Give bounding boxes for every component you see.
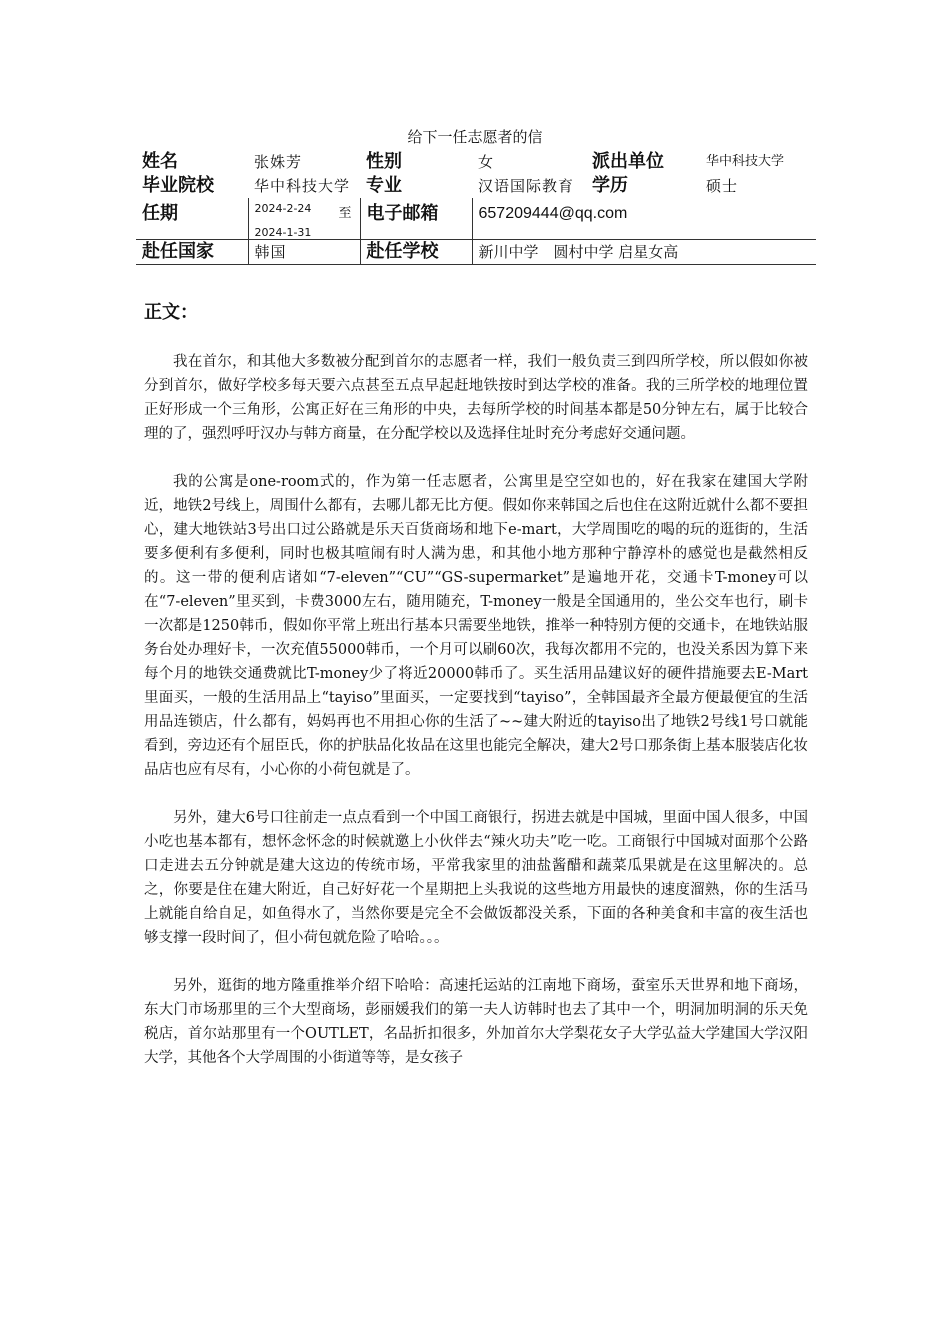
school-value: 华中科技大学: [254, 177, 351, 195]
paragraph: 我在首尔，和其他大多数被分配到首尔的志愿者一样，我们一般负责三到四所学校，所以假如你被分到首尔，做好学校多每天要六点甚至五点早起赶地铁按时到达学校的准备。我的三所学校的地理位置正好形成一个三角形，公寓正好在三角形的中央，去每所学校的时间基本都是50分钟左右，属于比较合理的了，强烈呼吁汉办与韩方商量，在分配学校以及选择住址时充分考虑好交通问题。: [144, 354, 808, 442]
country-value: 韩国: [248, 240, 360, 265]
dispatch-value: 华中科技大学: [706, 154, 785, 169]
degree-label: 学历: [592, 175, 628, 196]
info-row-term: [136, 198, 816, 240]
body-heading: 正文：: [144, 302, 198, 323]
paragraph: 另外，建大6号口往前走一点点看到一个中国工商银行，拐进去就是中国城，里面中国人很多，中国小吃也基本都有，想怀念怀念的时候就邀上小伙伴去“辣火功夫”吃一吃。工商银行中国城对面那个公路口走进去五分钟就是建大这边的传统市场，平常我家里的油盐酱醋和蔬菜瓜果就是在这里解决的。总之，你要是住在建大附近，自己好好花一个星期把上头我说的这些地方用最快的速度溜熟，你的生活马上就能自给自足，如鱼得水了，当然你要是完全不会做饭都没关系，下面的各种美食和丰富的夜生活也够支撑一段时间了，但小荷包就危险了哈哈。。。: [144, 810, 808, 946]
name-label: 姓名: [142, 151, 178, 172]
term-value: [248, 198, 360, 240]
paragraph: 我的公寓是one-room式的，作为第一任志愿者，公寓里是空空如也的，好在我家在建国大学附近，地铁2号线上，周围什么都有，去哪儿都无比方便。假如你来韩国之后也住在这附近就什么都不要担心，建大地铁站3号出口过公路就是乐天百货商场和地下e-mart，大学周围吃的喝的玩的逛街的，生活要多便利有多便利，同时也极其喧闹有时人满为患，和其他小地方那种宁静淳朴的感觉也是截然相反的。这一带的便利店诸如“7-eleven”“CU”“GS-supermarket”是遍地开花，交通卡T-money可以在“7-eleven”里买到，卡费3000左右，随用随充，T-money一般是全国通用的，坐公交车也行，刷卡一次都是1250韩币，假如你平常上班出行基本只需要坐地铁，推举一种特别方便的交通卡，在地铁站服务台处办理好卡，一次充值55000韩币，一个月可以刷60次，我每次都用不完的，也没关系因为算下来每个月的地铁交通费就比T-money少了将近20000韩币了。买生活用品建议好的硬件措施要去E-Mart里面买，一般的生活用品上“tayiso”里面买，一定要找到“tayiso”，全韩国最齐全最方便最便宜的生活用品连锁店，什么都有，妈妈再也不用担心你的生活了~~建大附近的tayiso出了地铁2号线1号口就能看到，旁边还有个屈臣氏，你的护肤品化妆品在这里也能完全解决，建大2号口那条街上基本服装店化妆品店也应有尽有，小心你的小荷包就是了。: [144, 474, 808, 778]
document-title: 给下一任志愿者的信: [407, 128, 543, 146]
gender-value: 女: [478, 153, 495, 171]
school-label: 毕业院校: [142, 175, 214, 196]
email-label: 电子邮箱: [360, 198, 472, 240]
country-label: 赴任国家: [136, 240, 248, 265]
term-end: 2024-1-31: [254, 226, 312, 239]
degree-value: 硕士: [706, 177, 739, 195]
info-row-post: [136, 240, 816, 265]
info-row-school: [136, 174, 816, 198]
term-start: 2024-2-24: [254, 202, 312, 215]
major-label: 专业: [366, 175, 402, 196]
post-school-value: 新川中学 圆村中学 启星女高: [472, 240, 816, 265]
post-school-label: 赴任学校: [360, 240, 472, 265]
gender-label: 性别: [366, 151, 402, 172]
dispatch-label: 派出单位: [592, 151, 664, 172]
paragraph: 另外，逛街的地方隆重推举介绍下哈哈：高速托运站的江南地下商场，蚕室乐天世界和地下商场，东大门市场那里的三个大型商场，彭丽媛我们的第一夫人访韩时也去了其中一个，明洞加明洞的乐天免税店，首尔站那里有一个OUTLET，名品折扣很多，外加首尔大学梨花女子大学弘益大学建国大学汉阳大学，其他各个大学周围的小街道等等，是女孩子: [144, 978, 808, 1066]
term-label: 任期: [142, 203, 178, 224]
major-value: 汉语国际教育: [478, 177, 575, 195]
letter-body: [144, 350, 808, 1094]
info-row-name: [136, 150, 816, 174]
name-value: 张姝芳: [254, 153, 303, 171]
volunteer-info-table: [136, 150, 816, 265]
email-value: 657209444@qq.com: [472, 198, 816, 240]
term-to: 至: [338, 206, 352, 221]
